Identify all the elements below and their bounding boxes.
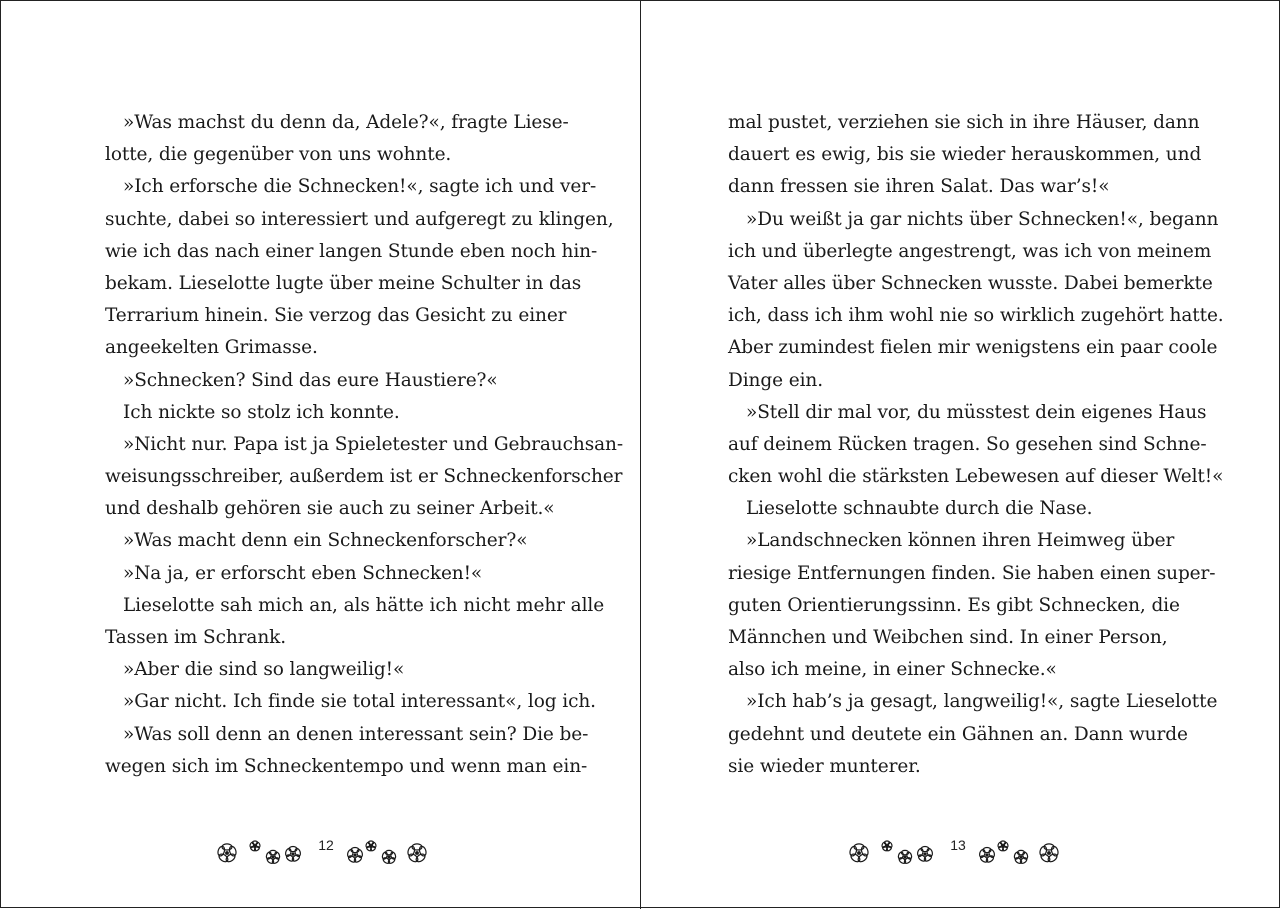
text-line: sie wieder munterer. xyxy=(728,755,921,777)
right-page-footer xyxy=(845,835,1085,871)
text-line: »Aber die sind so langweilig!« xyxy=(123,659,405,681)
text-line: Lieselotte schnaubte durch die Nase. xyxy=(746,498,1093,520)
text-line: lotte, die gegenüber von uns wohnte. xyxy=(105,144,452,166)
text-line: Aber zumindest fielen mir wenigstens ein paar coole xyxy=(728,337,1218,359)
text-line: »Ich hab’s ja gesagt, langweilig!«, sagte Lieselotte xyxy=(746,691,1218,713)
text-line: und deshalb gehören sie auch zu seiner Arbeit.« xyxy=(105,498,555,520)
text-line: »Was macht denn ein Schneckenforscher?« xyxy=(123,530,528,552)
text-line: weisungsschreiber, außerdem ist er Schneckenforscher xyxy=(105,466,623,488)
text-line: Vater alles über Schnecken wusste. Dabei bemerkte xyxy=(728,272,1213,294)
text-line: »Schnecken? Sind das eure Haustiere?« xyxy=(123,369,498,391)
text-line: ich und überlegte angestrengt, was ich von meinem xyxy=(728,240,1212,262)
text-line: wegen sich im Schneckentempo und wenn man ein- xyxy=(105,755,588,777)
text-line: guten Orientierungssinn. Es gibt Schnecken, die xyxy=(728,594,1180,616)
text-line: Männchen und Weibchen sind. In einer Person, xyxy=(728,627,1168,648)
flower-ornament-icon xyxy=(341,835,431,871)
text-line: angeekelten Grimasse. xyxy=(105,337,318,359)
text-line: suchte, dabei so interessiert und aufgeregt zu klingen, xyxy=(105,208,614,230)
text-line: »Nicht nur. Papa ist ja Spieletester und Gebrauchsan- xyxy=(123,433,623,455)
left-page xyxy=(1,1,640,909)
right-page-text xyxy=(728,107,1224,783)
text-line: Ich nickte so stolz ich konnte. xyxy=(123,401,400,423)
text-line: mal pustet, verziehen sie sich in ihre Häuser, dann xyxy=(728,112,1200,133)
text-line: »Was soll denn an denen interessant sein? Die be- xyxy=(123,723,589,745)
flower-ornament-icon xyxy=(973,835,1063,871)
text-line: bekam. Lieselotte lugte über meine Schulter in das xyxy=(105,272,582,294)
text-line: »Ich erforsche die Schnecken!«, sagte ich und ver- xyxy=(123,176,597,198)
text-line: ich, dass ich ihm wohl nie so wirklich zugehört hatte. xyxy=(728,305,1224,327)
text-line: dann fressen sie ihren Salat. Das war’s!« xyxy=(728,176,1110,198)
left-page-text xyxy=(105,107,623,783)
left-page-footer xyxy=(213,835,453,871)
text-line: gedehnt und deutete ein Gähnen an. Dann wurde xyxy=(728,723,1188,745)
text-line: Lieselotte sah mich an, als hätte ich nicht mehr alle xyxy=(123,594,605,616)
text-line: riesige Entfernungen finden. Sie haben einen super- xyxy=(728,562,1216,584)
text-line: »Du weißt ja gar nichts über Schnecken!«, begann xyxy=(746,208,1219,230)
text-line: Tassen im Schrank. xyxy=(105,627,287,648)
text-line: »Landschnecken können ihren Heimweg über xyxy=(746,530,1175,552)
text-line: dauert es ewig, bis sie wieder herauskommen, und xyxy=(728,144,1202,166)
page-number: 13 xyxy=(950,837,966,853)
text-line: »Na ja, er erforscht eben Schnecken!« xyxy=(123,562,483,584)
text-line: »Gar nicht. Ich finde sie total interessant«, log ich. xyxy=(123,691,596,713)
text-line: »Was machst du denn da, Adele?«, fragte Liese- xyxy=(123,112,569,133)
text-line: cken wohl die stärksten Lebewesen auf dieser Welt!« xyxy=(728,466,1224,488)
text-line: wie ich das nach einer langen Stunde eben noch hin- xyxy=(105,240,598,262)
page-number: 12 xyxy=(318,837,334,853)
text-line: also ich meine, in einer Schnecke.« xyxy=(728,659,1057,681)
right-page xyxy=(641,1,1280,909)
text-line: auf deinem Rücken tragen. So gesehen sind Schne- xyxy=(728,433,1207,455)
text-line: Dinge ein. xyxy=(728,369,823,391)
flower-ornament-icon xyxy=(845,835,935,871)
flower-ornament-icon xyxy=(213,835,303,871)
text-line: Terrarium hinein. Sie verzog das Gesicht zu einer xyxy=(105,305,567,327)
text-line: »Stell dir mal vor, du müsstest dein eigenes Haus xyxy=(746,401,1207,423)
